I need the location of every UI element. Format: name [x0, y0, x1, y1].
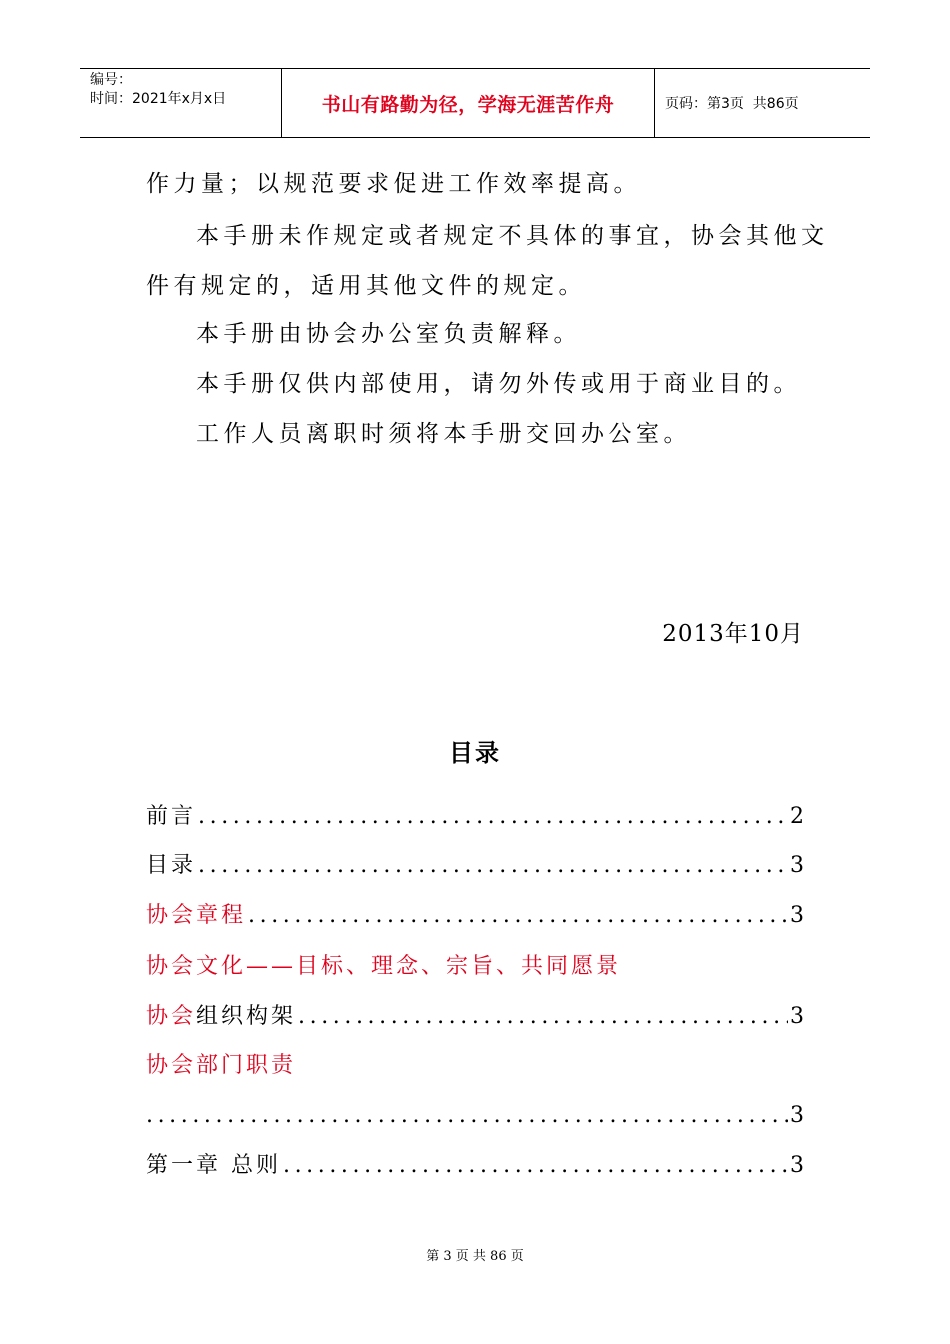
toc-entry-label: 前言 [146, 804, 197, 829]
toc-entry-preface[interactable] [146, 802, 804, 832]
toc-leader-dots [198, 851, 788, 881]
header-meta [80, 69, 282, 137]
toc-entry-page: 2 [790, 804, 804, 829]
document-time-label: 时间：2021年x月x日 [90, 91, 227, 107]
page-footer [0, 1245, 950, 1264]
toc-entry-page: 3 [790, 1153, 804, 1178]
header-page-label: 页码：第3页 共86页 [665, 96, 799, 112]
toc-entry-label: 协会章程 [146, 903, 247, 928]
toc-leader-dots [146, 1101, 788, 1131]
footer-page-number: 第 3 页 共 86 页 [426, 1249, 524, 1264]
toc-entry-label: 协会文化——目标、理念、宗旨、共同愿景 [146, 954, 622, 979]
toc-entry-page: 3 [790, 853, 804, 878]
toc-leader-dots [198, 802, 788, 832]
toc-leader-dots [298, 1002, 788, 1032]
body-line-6: 工作人员离职时须将本手册交回办公室。 [196, 421, 691, 447]
toc-entry-chapter-1[interactable] [146, 1151, 804, 1181]
header-motto-cell [282, 69, 655, 137]
toc-entry-page: 3 [790, 903, 804, 928]
body-line-5: 本手册仅供内部使用，请勿外传或用于商业目的。 [196, 371, 801, 397]
document-date: 2013年10月 [662, 621, 804, 647]
toc-entry-department-duties-page[interactable] [146, 1101, 804, 1131]
toc-entry-page: 3 [790, 1004, 804, 1029]
body-line-2: 本手册未作规定或者规定不具体的事宜，协会其他文 [196, 223, 829, 249]
toc-entry-label: 协会部门职责 [146, 1053, 297, 1078]
toc-entry-label: 目录 [146, 853, 197, 878]
toc-entry-label: 第一章 总则 [146, 1153, 281, 1178]
toc-entry-department-duties[interactable] [146, 1051, 804, 1081]
toc-entry-charter[interactable] [146, 901, 804, 931]
body-line-4: 本手册由协会办公室负责解释。 [196, 321, 581, 347]
toc-entry-label [146, 1002, 296, 1032]
body-line-3: 件有规定的，适用其他文件的规定。 [146, 273, 586, 299]
toc-entry-label-black: 组织构架 [196, 1004, 297, 1029]
body-line-1: 作力量；以规范要求促进工作效率提高。 [146, 171, 641, 197]
toc-entry-contents[interactable] [146, 851, 804, 881]
header-page-cell [655, 69, 870, 137]
toc-leader-dots [283, 1151, 788, 1181]
toc-title: 目录 [449, 739, 501, 767]
page-header [80, 68, 870, 138]
document-number-label: 编号： [90, 72, 132, 88]
toc-entry-label-red: 协会 [146, 1004, 197, 1029]
header-motto: 书山有路勤为径，学海无涯苦作舟 [321, 93, 615, 116]
toc-entry-org-structure[interactable] [146, 1002, 804, 1032]
toc-leader-dots [248, 901, 788, 931]
toc-entry-page: 3 [790, 1103, 804, 1128]
toc-entry-culture[interactable] [146, 952, 804, 982]
